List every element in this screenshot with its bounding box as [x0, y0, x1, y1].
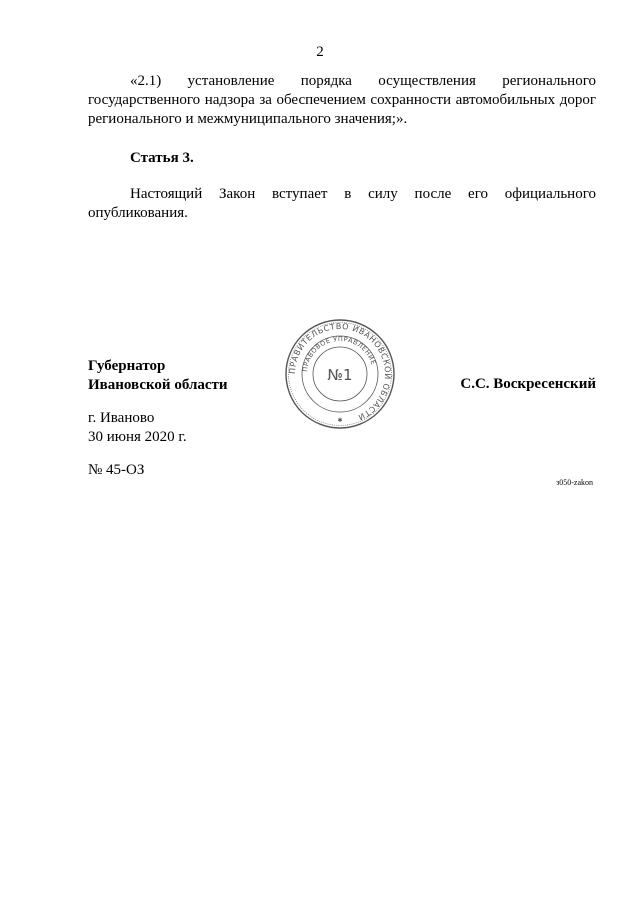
effect-paragraph: Настоящий Закон вступает в силу после его официального опубликования. [88, 186, 596, 221]
amendment-paragraph: «2.1) установление порядка осуществления регионального государственного надзора за обеспечением сохранности автомобильных дорог регионального и межмуниципального значения;». [88, 73, 596, 127]
place: г. Иваново [88, 410, 155, 426]
signatory-name: С.С. Воскресенский [460, 376, 596, 392]
seal-center-number: №1 [327, 366, 353, 384]
signature-title-line2: Ивановской области [88, 377, 228, 393]
file-code: з050-zakon [556, 478, 593, 487]
official-seal-stamp [284, 318, 396, 430]
seal-outer-text: ПРАВИТЕЛЬСТВО ИВАНОВСКОЙ ОБЛАСТИ [287, 321, 393, 422]
seal-inner-text: ПРАВОВОЕ УПРАВЛЕНИЕ [301, 334, 378, 373]
date: 30 июня 2020 г. [88, 429, 187, 445]
page-number: 2 [316, 44, 324, 60]
signature-title-line1: Губернатор [88, 358, 166, 374]
place-date-block [88, 409, 187, 447]
seal-star-icon: ✱ [337, 417, 343, 424]
article-heading: Статья 3. [130, 150, 194, 166]
signature-title [88, 357, 228, 395]
law-number: № 45-ОЗ [88, 462, 145, 478]
